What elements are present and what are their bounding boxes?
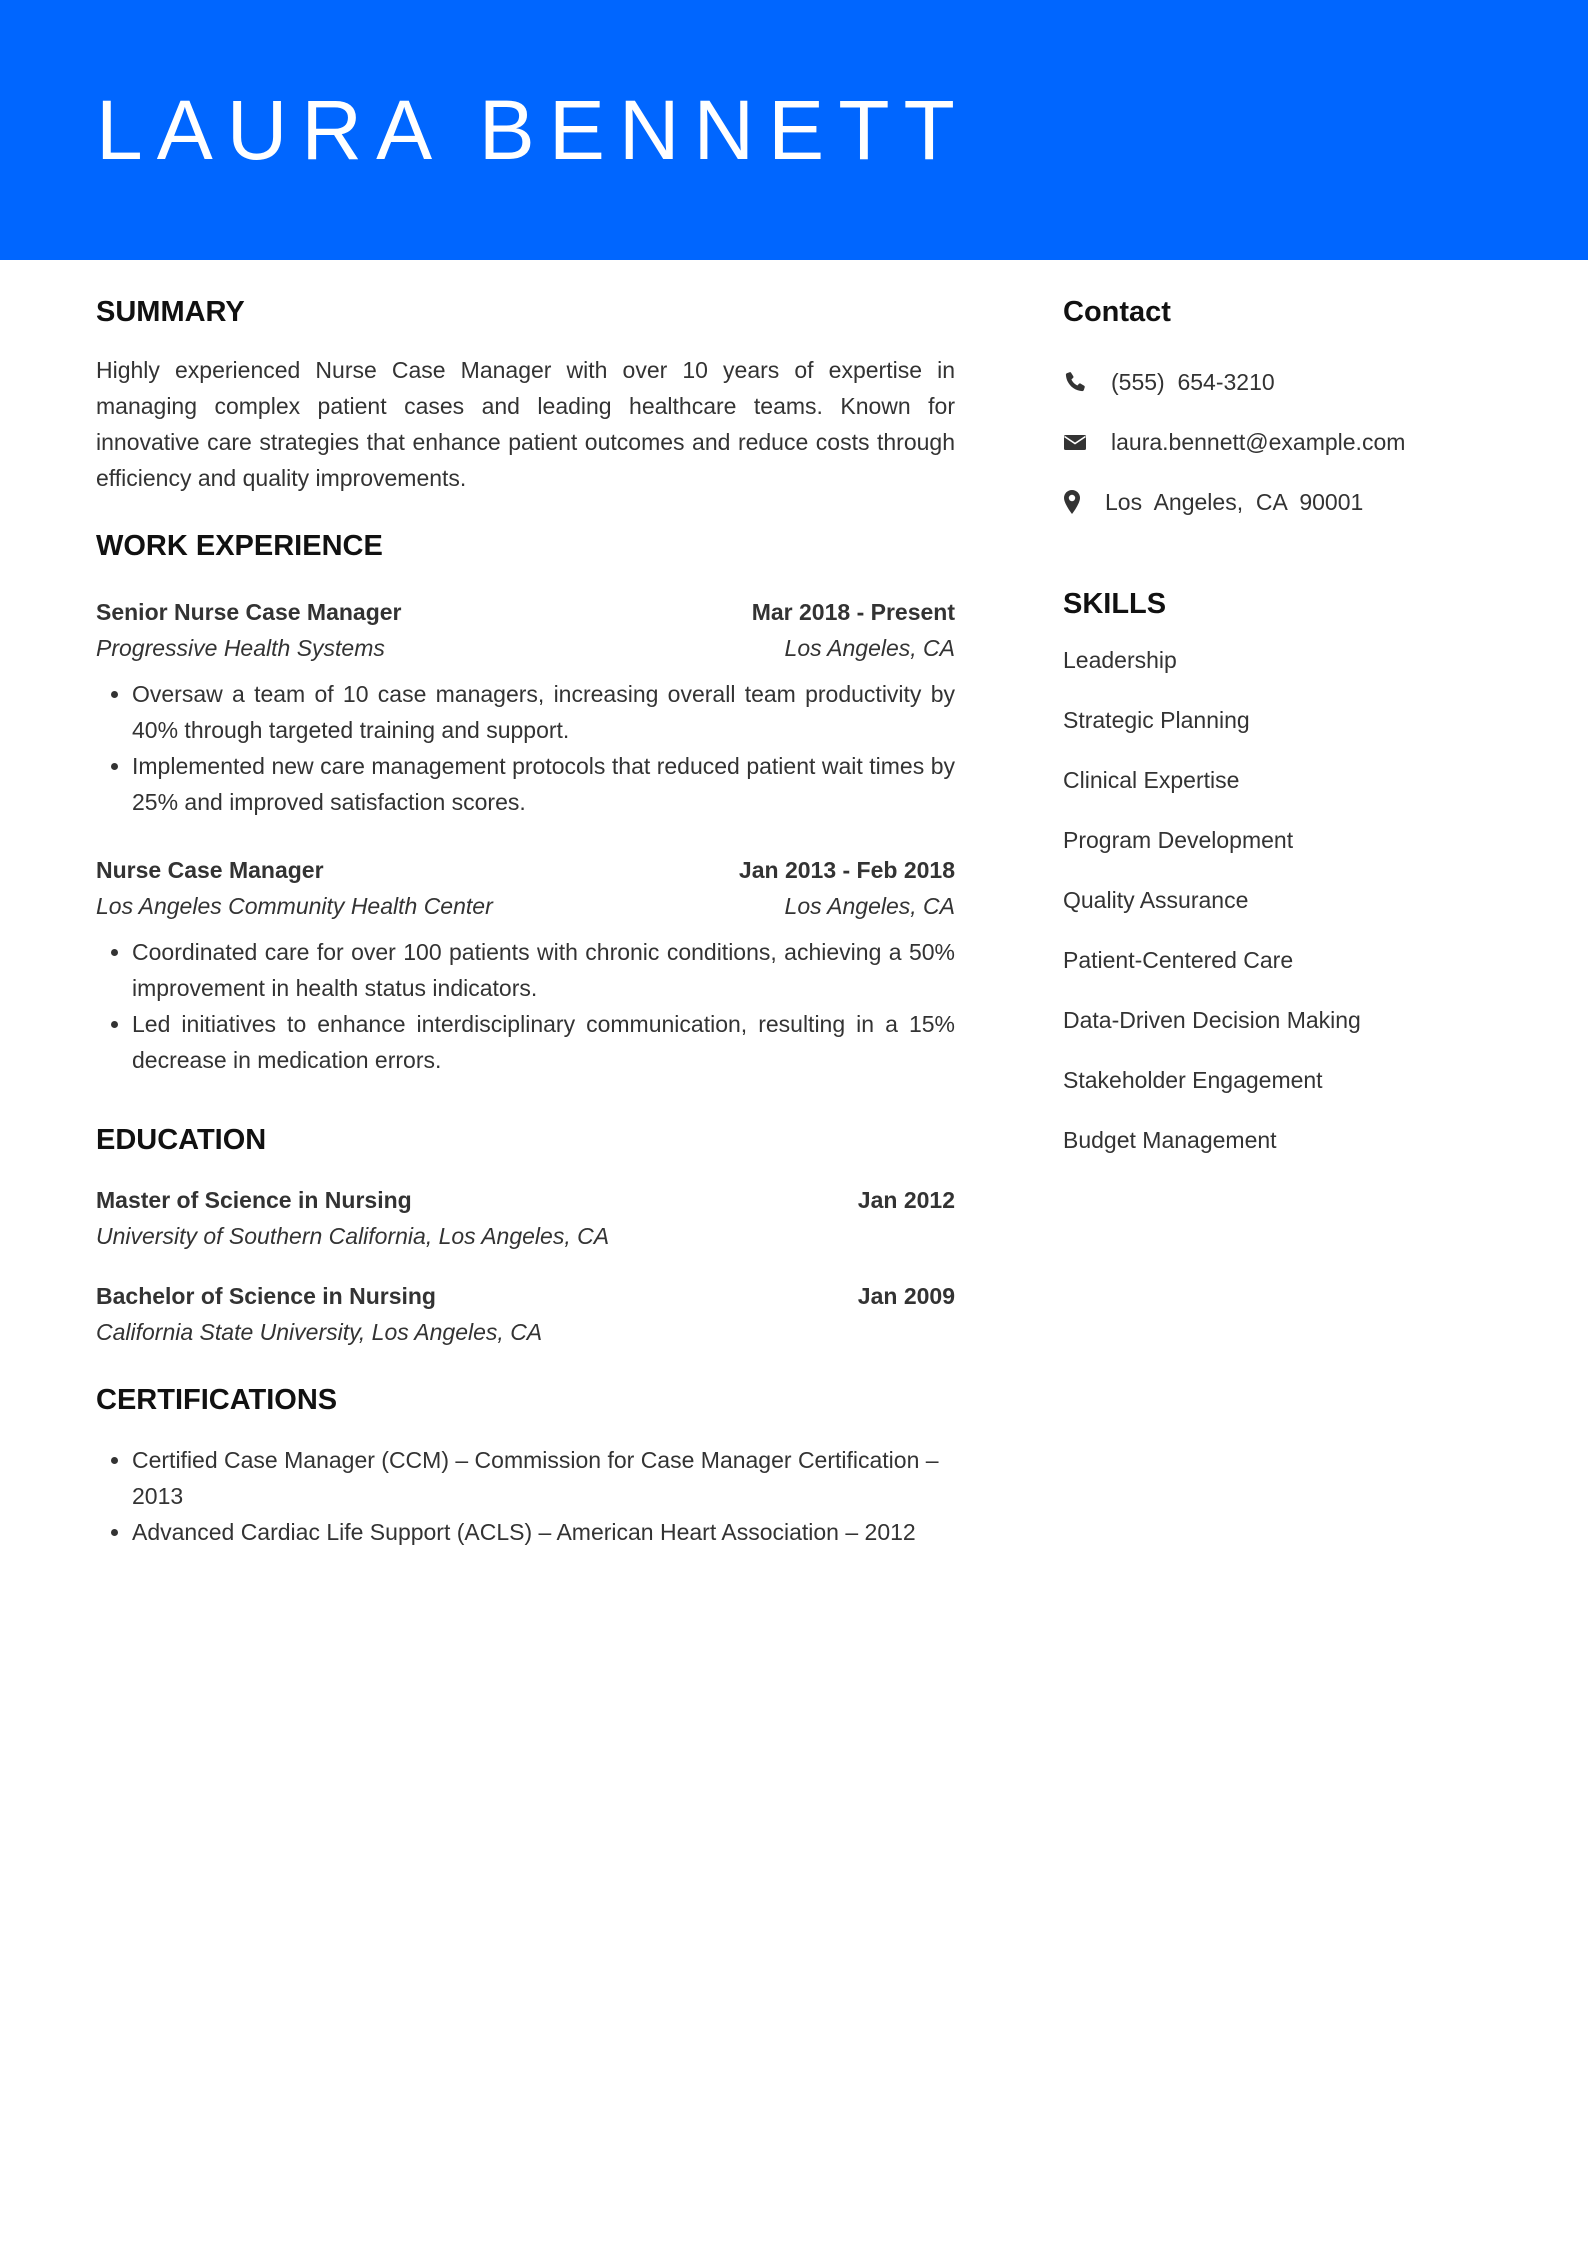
summary-title: SUMMARY — [96, 296, 245, 328]
job-bullet: • Coordinated care for over 100 patients with chronic conditions, achieving a 50% improvement in health status indicators. — [132, 934, 955, 1006]
skill-item: Program Development — [1063, 827, 1294, 853]
email-address[interactable]: laura.bennett@example.com — [1111, 429, 1406, 455]
experience-title: WORK EXPERIENCE — [96, 530, 383, 562]
education-section — [96, 1120, 955, 1350]
job-bullets — [96, 934, 955, 1078]
contact-location — [1063, 472, 1503, 532]
main-column — [96, 292, 955, 1550]
education-school: University of Southern California, Los Angeles, CA — [96, 1223, 610, 1249]
location-text: Los Angeles, CA 90001 — [1105, 489, 1364, 515]
skill-item: Quality Assurance — [1063, 887, 1249, 913]
education-entry — [96, 1278, 955, 1350]
candidate-name: LAURA BENNETT — [96, 83, 969, 177]
contact-email — [1063, 412, 1503, 472]
education-date: Jan 2009 — [857, 1283, 955, 1309]
contact-title: Contact — [1063, 296, 1171, 328]
education-degree: Master of Science in Nursing — [96, 1187, 412, 1213]
skill-item: Data-Driven Decision Making — [1063, 1007, 1361, 1033]
sidebar-column — [1063, 292, 1503, 1182]
contact-section — [1063, 292, 1503, 532]
education-school: California State University, Los Angeles, CA — [96, 1319, 543, 1345]
phone-number[interactable]: (555) 654-3210 — [1111, 369, 1275, 395]
map-marker-icon — [1063, 489, 1081, 515]
job-role: Senior Nurse Case Manager — [96, 599, 402, 625]
education-entry — [96, 1182, 955, 1254]
phone-icon — [1063, 370, 1087, 394]
summary-text: Highly experienced Nurse Case Manager with over 10 years of expertise in managing complex patient cases and leading healthcare teams. Known for innovative care strategies that enhance patient outcomes and reduce costs through efficiency and quality improvements. — [96, 357, 955, 491]
job-bullet: • Led initiatives to enhance interdisciplinary communication, resulting in a 15% decrease in medication errors. — [132, 1006, 955, 1078]
job-location: Los Angeles, CA — [784, 893, 955, 919]
education-degree: Bachelor of Science in Nursing — [96, 1283, 436, 1309]
skill-item: Budget Management — [1063, 1127, 1277, 1153]
certification-item: • Certified Case Manager (CCM) – Commission for Case Manager Certification – 2013 — [132, 1442, 955, 1514]
certification-item: • Advanced Cardiac Life Support (ACLS) – American Heart Association – 2012 — [132, 1514, 955, 1550]
job-entry — [96, 852, 955, 1078]
job-bullet: • Oversaw a team of 10 case managers, increasing overall team productivity by 40% through targeted training and support. — [132, 676, 955, 748]
job-bullet: • Implemented new care management protocols that reduced patient wait times by 25% and improved satisfaction scores. — [132, 748, 955, 820]
header-banner — [0, 0, 1588, 260]
contact-phone — [1063, 352, 1503, 412]
skill-item: Clinical Expertise — [1063, 767, 1240, 793]
job-company: Los Angeles Community Health Center — [96, 893, 493, 919]
certifications-title: CERTIFICATIONS — [96, 1384, 338, 1416]
skill-item: Strategic Planning — [1063, 707, 1250, 733]
job-dates: Jan 2013 - Feb 2018 — [738, 857, 955, 883]
certifications-section — [96, 1380, 955, 1550]
certifications-list — [96, 1442, 955, 1550]
job-bullets — [96, 676, 955, 820]
experience-section — [96, 526, 955, 1078]
skills-section — [1063, 584, 1503, 1182]
skill-item: Patient-Centered Care — [1063, 947, 1294, 973]
skill-item: Stakeholder Engagement — [1063, 1067, 1323, 1093]
education-title: EDUCATION — [96, 1124, 267, 1156]
job-dates: Mar 2018 - Present — [751, 599, 955, 625]
education-date: Jan 2012 — [857, 1187, 955, 1213]
job-location: Los Angeles, CA — [784, 635, 955, 661]
summary-section — [96, 292, 955, 496]
job-entry — [96, 594, 955, 820]
envelope-icon — [1063, 430, 1087, 454]
job-role: Nurse Case Manager — [96, 857, 324, 883]
skills-title: SKILLS — [1063, 588, 1167, 620]
job-company: Progressive Health Systems — [96, 635, 385, 661]
skill-item: Leadership — [1063, 647, 1177, 673]
